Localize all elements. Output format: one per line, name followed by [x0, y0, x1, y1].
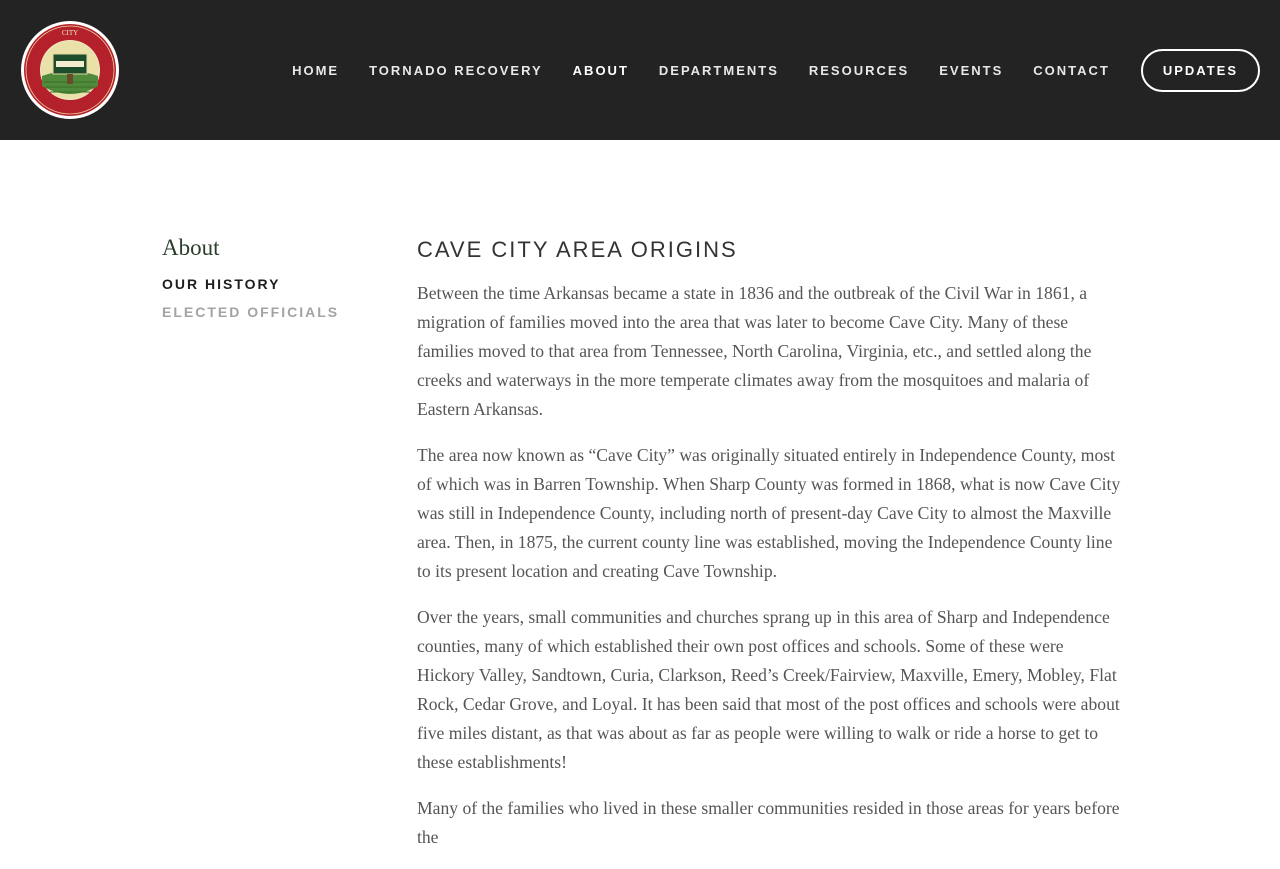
- nav-home[interactable]: HOME: [292, 62, 340, 78]
- svg-text:CITY: CITY: [61, 29, 79, 37]
- nav-tornado-recovery[interactable]: TORNADO RECOVERY: [369, 62, 543, 78]
- sidebar-title[interactable]: About: [162, 235, 220, 260]
- history-paragraph: The area now known as “Cave City” was originally situated entirely in Independence County, most of which was in Barren Township. When Sharp County was formed in 1868, what is now Cave City was still in Independence County, including north of present-day Cave City to almost the Maxville area. Then, in 1875, the current county line was established, moving the Independence County line to its present location and creating Cave Township.: [417, 445, 1121, 581]
- nav-resources[interactable]: RESOURCES: [808, 62, 910, 78]
- history-paragraph: Between the time Arkansas became a state in 1836 and the outbreak of the Civil War in 1861, a migration of families moved into the area that was later to become Cave City. Many of these families moved to that area from Tennessee, North Carolina, Virginia, etc., and settled along the creeks and waterways in the more temperate climates away from the mosquitoes and malaria of Eastern Arkansas.: [417, 283, 1092, 419]
- sidebar-item-our-history[interactable]: OUR HISTORY: [162, 276, 281, 292]
- site-header: [0, 0, 1280, 140]
- nav-departments[interactable]: DEPARTMENTS: [658, 62, 779, 78]
- updates-button[interactable]: UPDATES: [1141, 49, 1260, 92]
- page-title: CAVE CITY AREA ORIGINS: [417, 237, 738, 262]
- sidebar-item-elected-officials[interactable]: ELECTED OFFICIALS: [162, 304, 340, 320]
- nav-about[interactable]: ABOUT: [572, 62, 629, 78]
- nav-contact[interactable]: CONTACT: [1033, 62, 1110, 78]
- city-seal-logo[interactable]: [20, 20, 120, 120]
- nav-events[interactable]: EVENTS: [939, 62, 1004, 78]
- section-sidebar: [162, 234, 392, 326]
- history-paragraph: Many of the families who lived in these smaller communities resided in those areas for years before the: [417, 798, 1120, 847]
- history-paragraph: Over the years, small communities and churches sprang up in this area of Sharp and Independence counties, many of which established their own post offices and schools. Some of these were Hickory Valley, Sandtown, Curia, Clarkson, Reed’s Creek/Fairview, Maxville, Emery, Mobley, Flat Rock, Cedar Grove, and Loyal. It has been said that most of the post offices and schools were about five miles distant, as that was about as far as people were willing to walk or ride a horse to get to these establishments!: [417, 607, 1120, 772]
- main-nav: [262, 0, 1280, 140]
- main-content: [417, 235, 1123, 869]
